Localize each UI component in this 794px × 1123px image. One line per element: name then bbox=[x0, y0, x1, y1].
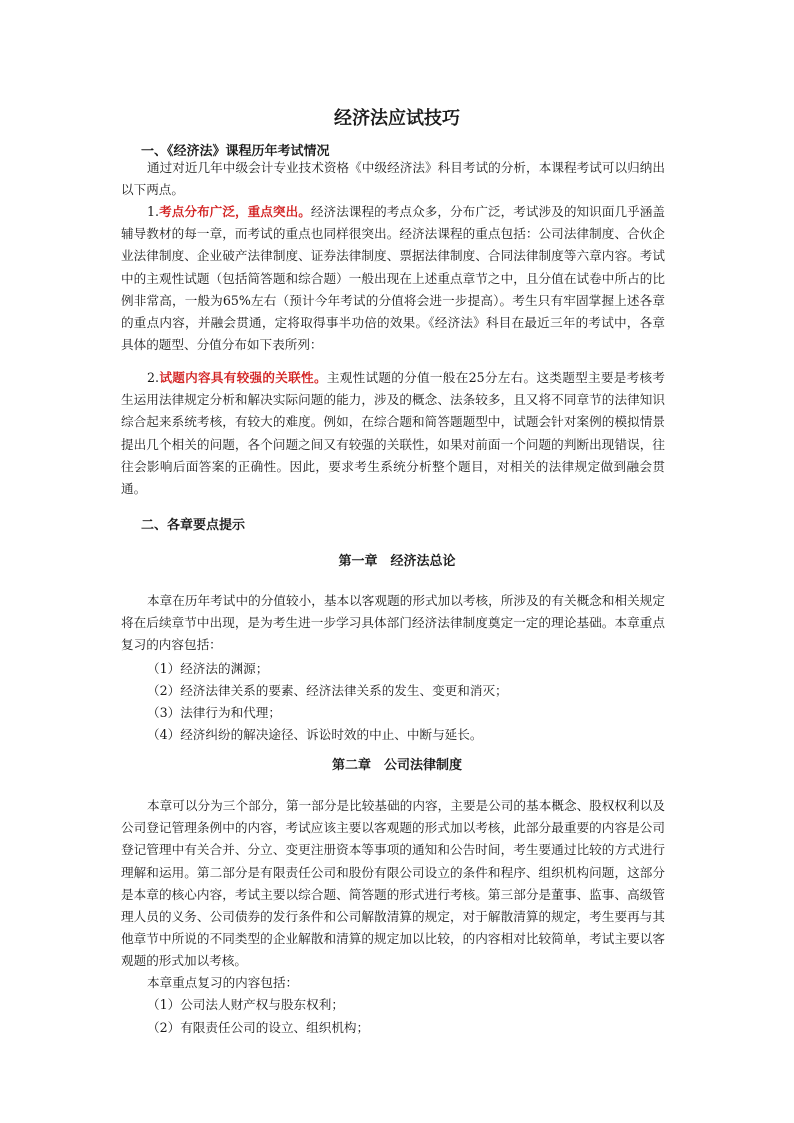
point1-text: 经济法课程的考点众多，分布广泛，考试涉及的知识面几乎涵盖辅导教材的每一章，而考试的重点也同样很突出。经济法课程的重点包括：公司法律制度、合伙企业法律制度、企业破产法律制度、证券法律制度、票据法律制度、合同法律制度等六章内容。考试中的主观性试题（包括简答题和综合题）一般出现在上述重点章节之中，且分值在试卷中所占的比例非常高，一般为65%左右（预计今年考试的分值将会进一步提高）。考生只有牢固掌握上述各章的重点内容，并融会贯通，定将取得事半功倍的效果。《经济法》科目在最近三年的考试中，各章具体的题型、分值分布如下表所列： bbox=[121, 204, 666, 353]
chapter1-title: 第一章 经济法总论 bbox=[338, 554, 456, 569]
chapter1-item: （4）经济纠纷的解决途径、诉讼时效的中止、中断与延长。 bbox=[147, 727, 483, 742]
point1-highlight: 考点分布广泛，重点突出。 bbox=[159, 204, 311, 219]
point1-number: 1. bbox=[147, 204, 160, 219]
section-heading-1: 一、《经济法》课程历年考试情况 bbox=[141, 144, 330, 159]
chapter2-title: 第二章 公司法律制度 bbox=[331, 758, 462, 773]
chapter1-item: （2）经济法律关系的要素、经济法律关系的发生、变更和消灭； bbox=[147, 683, 508, 698]
point2-highlight: 试题内容具有较强的关联性。 bbox=[159, 370, 327, 385]
chapter2-item: （1）公司法人财产权与股东权利； bbox=[147, 997, 344, 1012]
section-heading-2: 二、各章要点提示 bbox=[141, 518, 246, 533]
section1-intro: 通过对近几年中级会计专业技术资格《中级经济法》科目考试的分析，本课程考试可以归纳出以下两点。 bbox=[121, 160, 665, 198]
chapter1-item: （1）经济法的渊源； bbox=[147, 661, 269, 676]
chapter2-item: （2）有限责任公司的设立、组织机构； bbox=[147, 1020, 370, 1035]
point2-number: 2. bbox=[147, 370, 160, 385]
section1-point1 bbox=[121, 201, 665, 356]
chapter2-lead: 本章重点复习的内容包括： bbox=[147, 975, 299, 990]
document-title: 经济法应试技巧 bbox=[334, 108, 460, 129]
chapter1-item: （3）法律行为和代理； bbox=[147, 705, 281, 720]
chapter1-text: 本章在历年考试中的分值较小，基本以客观题的形式加以考核，所涉及的有关概念和相关规定将在后续章节中出现，是为考生进一步学习具体部门经济法律制度奠定一定的理论基础。本章重点复习的内容包括： bbox=[121, 593, 665, 653]
section1-point2 bbox=[121, 367, 665, 500]
chapter2-text: 本章可以分为三个部分，第一部分是比较基础的内容，主要是公司的基本概念、股权权利以及公司登记管理条例中的内容，考试应该主要以客观题的形式加以考核，此部分最重要的内容是公司登记管理中有关合并、分立、变更注册资本等事项的通知和公告时间，考生要通过比较的方式进行理解和运用。第二部分是有限责任公司和股份有限公司设立的条件和程序、组织机构问题，这部分是本章的核心内容，考试主要以综合题、简答题的形式进行考核。第三部分是董事、监事、高级管理人员的义务、公司债券的发行条件和公司解散清算的规定，对于解散清算的规定，考生要再与其他章节中所说的不同类型的企业解散和清算的规定加以比较，的内容相对比较简单，考试主要以客观题的形式加以考核。 bbox=[121, 798, 665, 969]
point2-text: 主观性试题的分值一般在25分左右。这类题型主要是考核考生运用法律规定分析和解决实际问题的能力，涉及的概念、法条较多，且又将不同章节的法律知识综合起来系统考核，有较大的难度。例如，在综合题和简答题题型中，试题会针对案例的模拟情景提出几个相关的问题，各个问题之间又有较强的关联性，如果对前面一个问题的判断出现错误，往往会影响后面答案的正确性。因此，要求考生系统分析整个题目，对相关的法律规定做到融会贯通。 bbox=[121, 370, 666, 497]
